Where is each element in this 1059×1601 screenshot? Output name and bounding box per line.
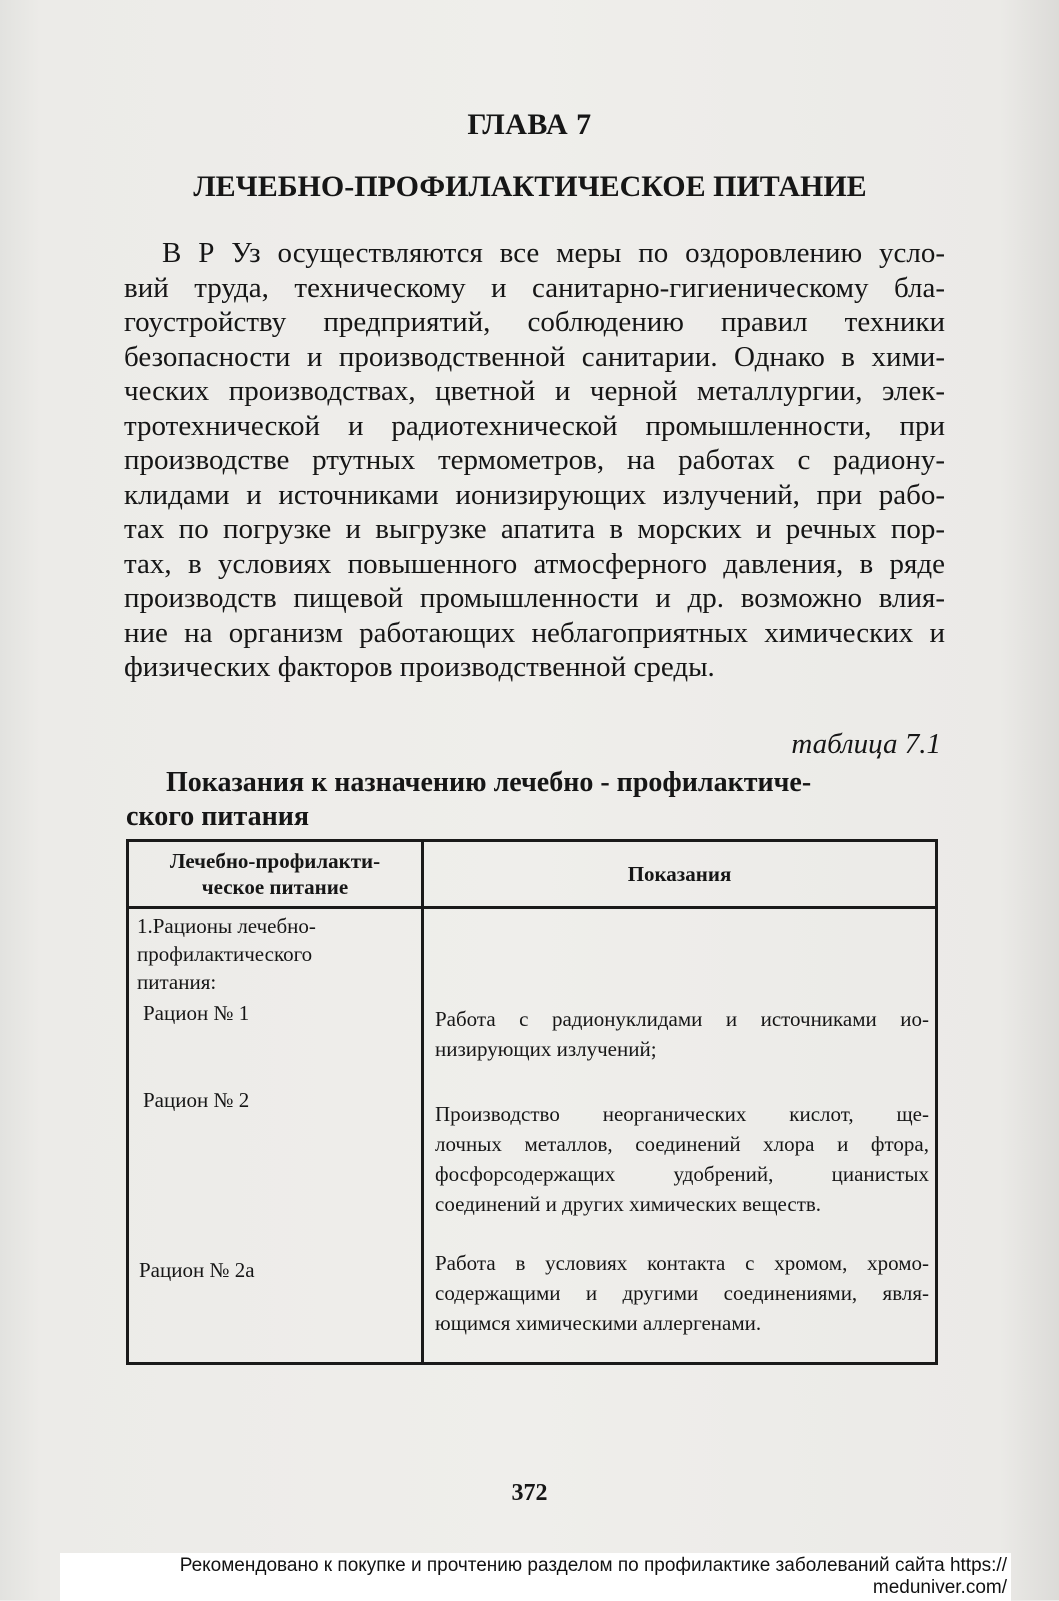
body-paragraph <box>124 236 945 685</box>
footer-note <box>60 1553 1011 1601</box>
indication-line: Работа с радионуклидами и источниками ио- <box>435 1007 929 1031</box>
paragraph-line: тах по погрузке и выгрузке апатита в морских и речных пор- <box>124 513 945 545</box>
ration-indication <box>435 1004 929 1064</box>
indication-line: содержащими и другими соединениями, явля- <box>435 1281 929 1305</box>
paragraph-line: безопасности и производственной санитарии. Однако в хими- <box>124 340 945 373</box>
intro-line: питания: <box>137 970 217 994</box>
paragraph-line: ние на организм работающих неблагоприятных химических и <box>124 616 945 649</box>
footer-link[interactable]: meduniver.com/ <box>872 1577 1007 1598</box>
indication-line: соединений и других химических веществ. <box>435 1192 822 1216</box>
footer-line: Рекомендовано к покупке и прочтению разделом по профилактике заболеваний сайта https:// <box>179 1555 1007 1576</box>
indication-line: фосфорсодержащих удобрений, цианистых <box>435 1162 929 1186</box>
table-header-indications: Показания <box>627 862 732 886</box>
paragraph-line: гоустройству предприятий, соблюдению правил техники <box>124 306 945 338</box>
table-caption-line: ского питания <box>126 801 309 832</box>
table-caption-line: Показания к назначению лечебно - профилактиче- <box>166 767 812 798</box>
paragraph-line: производств пищевой промышленности и др. возможно влия- <box>124 582 945 614</box>
ration-name: Рацион № 2 <box>143 1088 250 1112</box>
page-number: 372 <box>511 1480 548 1506</box>
ration-name: Рацион № 2а <box>139 1258 255 1282</box>
ration-indication <box>435 1099 929 1219</box>
table-column-divider <box>421 842 424 1362</box>
paragraph-line: физических факторов производственной среды. <box>124 651 715 683</box>
chapter-title: ЛЕЧЕБНО-ПРОФИЛАКТИЧЕСКОЕ ПИТАНИЕ <box>193 170 867 203</box>
indications-table <box>126 839 938 1365</box>
paragraph-line: производстве ртутных термометров, на работах с радиону- <box>124 444 945 476</box>
paragraph-line: тротехнической и радиотехнической промышленности, при <box>124 409 945 442</box>
chapter-number: ГЛАВА 7 <box>467 108 592 141</box>
indication-line: низирующих излучений; <box>435 1037 657 1061</box>
rations-intro <box>137 912 407 996</box>
table-label: таблица 7.1 <box>791 728 941 760</box>
indication-line: Производство неорганических кислот, ще- <box>435 1102 929 1126</box>
table-header-nutrition <box>129 848 421 900</box>
intro-line: 1.Рационы лечебно- <box>137 914 316 938</box>
table-header-divider <box>129 906 935 909</box>
indication-line: ющимся химическими аллергенами. <box>435 1311 762 1335</box>
header-line: Лечебно-профилакти- <box>169 849 381 873</box>
ration-name: Рацион № 1 <box>143 1001 250 1025</box>
indication-line: Работа в условиях контакта с хромом, хромо- <box>435 1251 929 1275</box>
paragraph-line: В Р Уз осуществляются все меры по оздоровлению усло- <box>162 237 945 269</box>
paragraph-line: клидами и источниками ионизирующих излучений, при рабо- <box>124 478 945 511</box>
intro-line: профилактического <box>137 942 313 966</box>
paragraph-line: ческих производствах, цветной и черной металлургии, элек- <box>124 375 945 407</box>
paragraph-line: тах, в условиях повышенного атмосферного давления, в ряде <box>124 547 945 580</box>
table-caption <box>126 766 926 834</box>
header-line: ческое питание <box>201 875 349 899</box>
paragraph-line: вий труда, техническому и санитарно-гигиеническому бла- <box>124 271 945 304</box>
ration-indication <box>435 1248 929 1338</box>
indication-line: лочных металлов, соединений хлора и фтора, <box>435 1132 929 1156</box>
